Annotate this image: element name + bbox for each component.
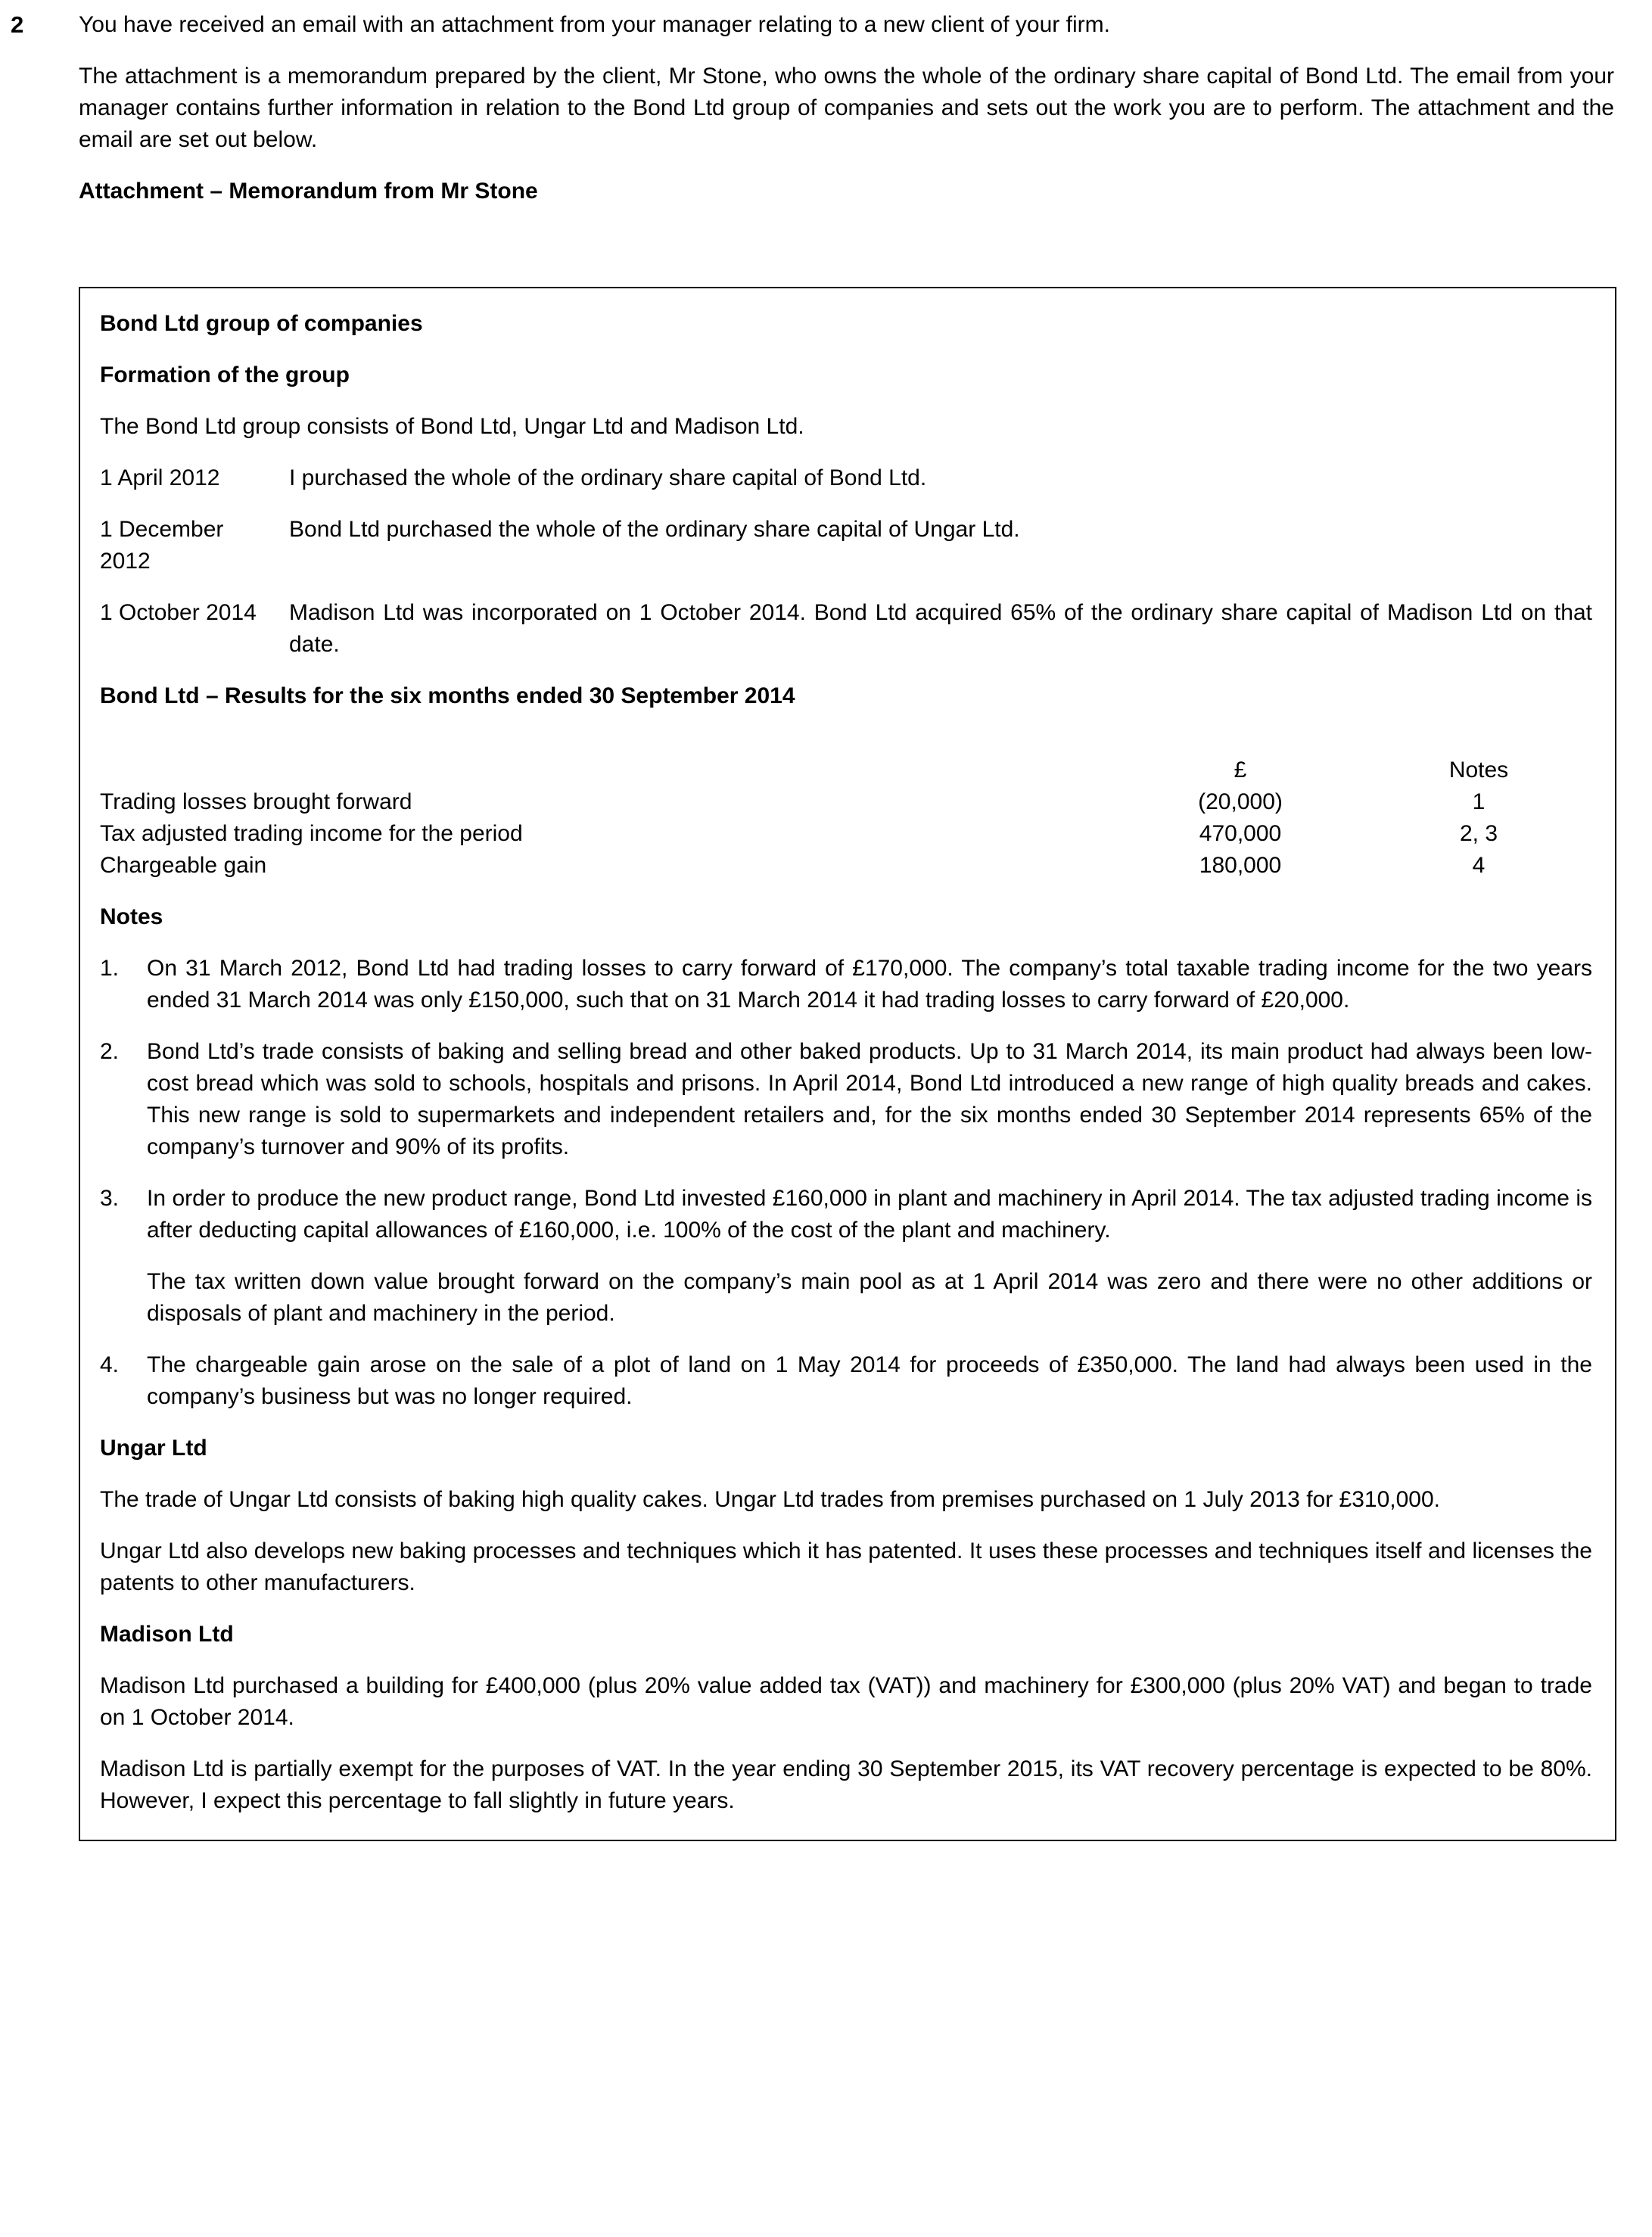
note-item [100,953,1592,1016]
note-body [147,1036,1592,1163]
attachment-heading: Attachment – Memorandum from Mr Stone [79,179,538,204]
note-body [147,1183,1592,1330]
row-label: Chargeable gain [100,853,267,878]
note-paragraph: The tax written down value brought forward on the company’s main pool as at 1 April 2014 was zero and there were no other additions or disposals of plant and machinery in the period. [147,1269,1592,1326]
note-paragraph: In order to produce the new product range, Bond Ltd invested £160,000 in plant and machinery in April 2014. The tax adjusted trading income is after deducting capital allowances of £160,000, i.e. 100% of the cost of the plant and machinery. [147,1186,1592,1243]
question-stem [0,0,1652,156]
memorandum-box [79,287,1616,1841]
results-table [100,732,1592,882]
timeline-row [100,514,1592,577]
note-number: 3. [100,1186,120,1211]
timeline-row [100,597,1592,661]
column-header-label [100,732,1115,786]
intro-paragraph-1: You have received an email with an attachment from your manager relating to a new client of your firm. [79,12,1110,37]
timeline-date: 1 April 2012 [100,465,220,490]
note-item [100,1349,1592,1413]
table-header-row [100,732,1592,786]
table-row [100,850,1592,882]
row-notes: 1 [1472,789,1486,814]
results-heading: Bond Ltd – Results for the six months ended 30 September 2014 [100,683,795,708]
row-amount: (20,000) [1198,789,1283,814]
timeline-event: I purchased the whole of the ordinary share capital of Bond Ltd. [289,465,927,490]
intro-paragraph-2: The attachment is a memorandum prepared by the client, Mr Stone, who owns the whole of the ordinary share capital of Bond Ltd. The email from your manager contains further information in relation to the Bond Ltd group of companies and sets out the work you are to perform. The attachment and the email are set out below. [79,64,1614,152]
question-number: 2 [11,11,24,38]
formation-intro: The Bond Ltd group consists of Bond Ltd, Ungar Ltd and Madison Ltd. [100,414,804,439]
notes-heading: Notes [100,904,163,929]
timeline-event: Madison Ltd was incorporated on 1 October 2014. Bond Ltd acquired 65% of the ordinary share capital of Madison Ltd on that date. [289,600,1592,657]
timeline-date: 1 October 2014 [100,600,257,625]
column-header-amount: £ [1234,758,1247,782]
ungar-paragraph-1: The trade of Ungar Ltd consists of baking high quality cakes. Ungar Ltd trades from premises purchased on 1 July 2013 for £310,000. [100,1487,1441,1512]
row-label: Tax adjusted trading income for the period [100,821,523,846]
madison-paragraph-2: Madison Ltd is partially exempt for the purposes of VAT. In the year ending 30 September 2015, its VAT recovery percentage is expected to be 80%. However, I expect this percentage to fall slightly in future years. [100,1756,1592,1813]
row-amount: 470,000 [1199,821,1282,846]
table-row [100,786,1592,818]
ungar-paragraph-2: Ungar Ltd also develops new baking processes and techniques which it has patented. It uses these processes and techniques itself and licenses the patents to other manufacturers. [100,1539,1592,1595]
note-body [147,953,1592,1016]
row-notes: 4 [1472,853,1486,878]
timeline-row [100,462,1592,494]
note-body [147,1349,1592,1413]
row-label: Trading losses brought forward [100,789,412,814]
timeline-event: Bond Ltd purchased the whole of the ordinary share capital of Ungar Ltd. [289,517,1020,542]
note-item [100,1183,1592,1330]
madison-paragraph-1: Madison Ltd purchased a building for £400,000 (plus 20% value added tax (VAT)) and machinery for £300,000 (plus 20% VAT) and began to trade on 1 October 2014. [100,1673,1592,1730]
column-header-notes: Notes [1448,758,1509,782]
memo-title: Bond Ltd group of companies [100,311,423,336]
table-row [100,818,1592,850]
row-notes: 2, 3 [1459,821,1498,846]
note-number: 4. [100,1352,120,1377]
note-number: 2. [100,1039,120,1064]
note-number: 1. [100,956,120,981]
formation-heading: Formation of the group [100,362,350,387]
note-paragraph: Bond Ltd’s trade consists of baking and selling bread and other baked products. Up to 31 March 2014, its main product had always been low-cost bread which was sold to schools, hospitals and prisons. In April 2014, Bond Ltd introduced a new range of high quality breads and cakes. This new range is sold to supermarkets and independent retailers and, for the six months ended 30 September 2014 represents 65% of the company’s turnover and 90% of its profits. [147,1039,1592,1159]
timeline-date: 1 December 2012 [100,517,224,574]
ungar-heading: Ungar Ltd [100,1436,207,1461]
note-paragraph: The chargeable gain arose on the sale of a plot of land on 1 May 2014 for proceeds of £350,000. The land had always been used in the company’s business but was no longer required. [147,1352,1592,1409]
note-item [100,1036,1592,1163]
row-amount: 180,000 [1199,853,1282,878]
madison-heading: Madison Ltd [100,1622,234,1647]
note-paragraph: On 31 March 2012, Bond Ltd had trading losses to carry forward of £170,000. The company’s total taxable trading income for the two years ended 31 March 2014 was only £150,000, such that on 31 March 2014 it had trading losses to carry forward of £20,000. [147,956,1592,1013]
